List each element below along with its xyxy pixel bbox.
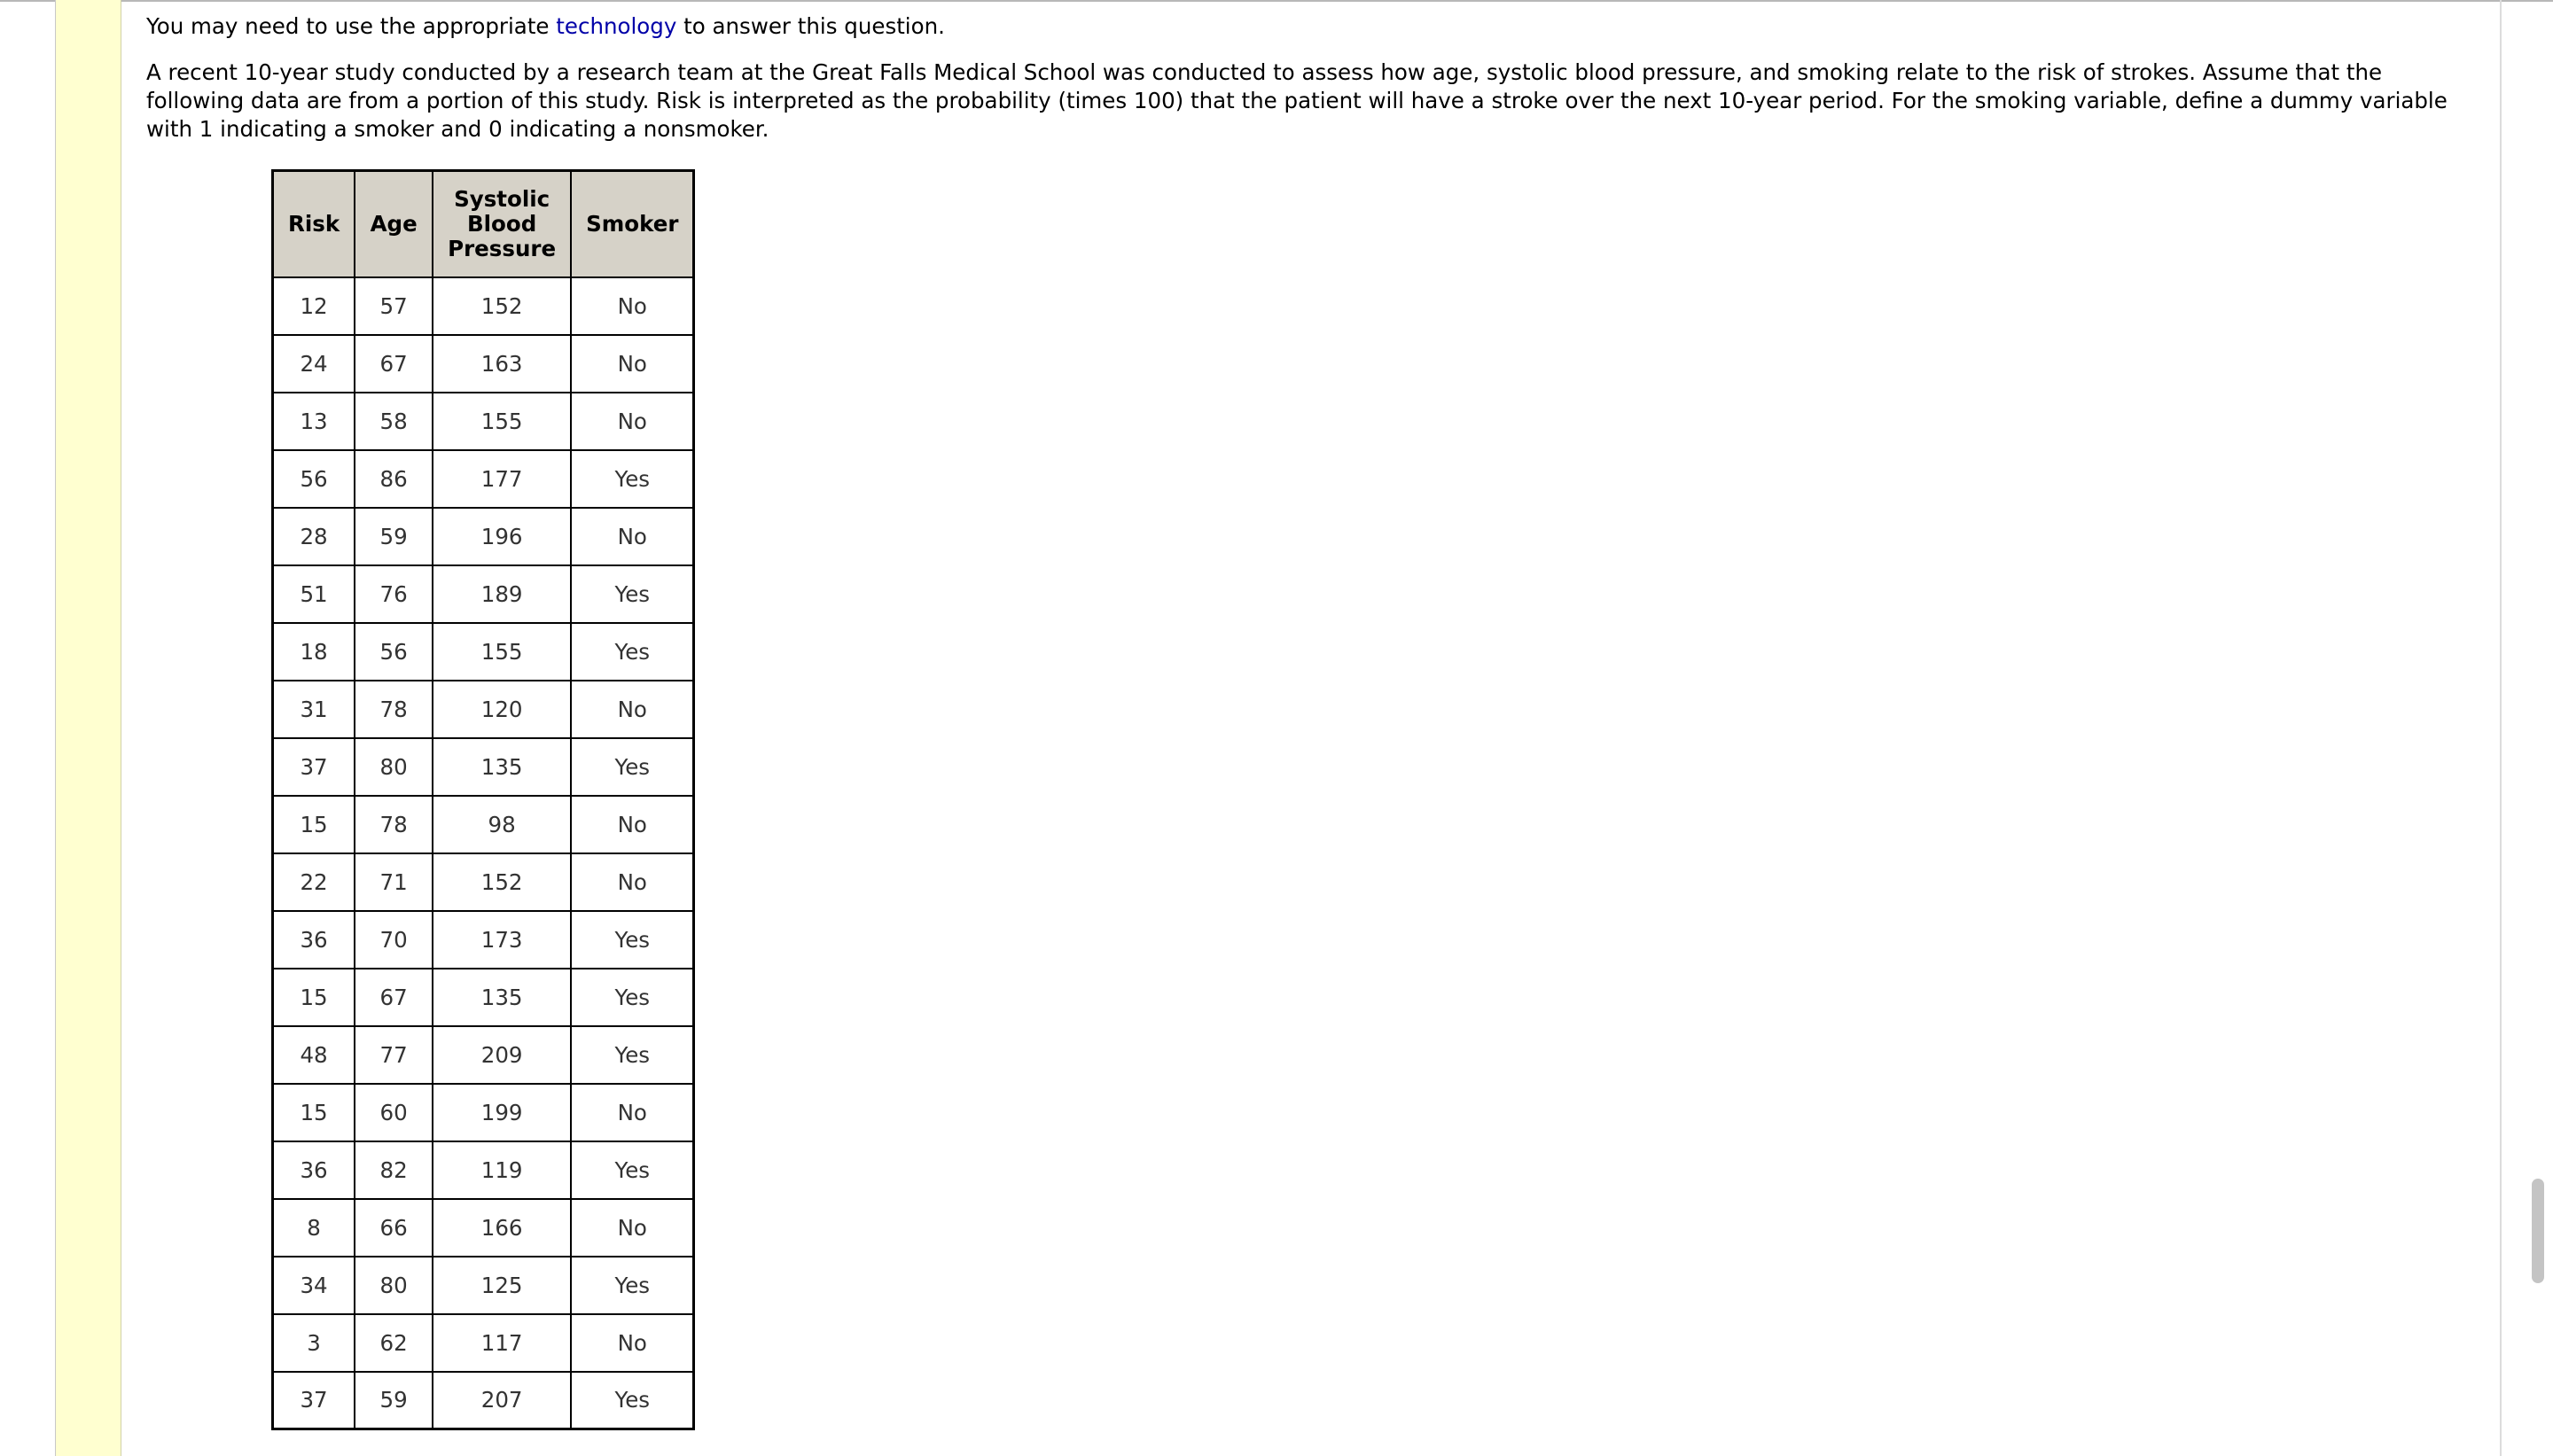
table-row [273,1372,694,1429]
cell-smoker: Yes [571,1141,694,1199]
cell-smoker: No [571,277,694,335]
cell-risk: 12 [273,277,355,335]
cell-age: 77 [355,1026,433,1084]
cell-smoker: Yes [571,911,694,969]
cell-smoker: Yes [571,738,694,796]
table-row [273,1084,694,1141]
cell-systolic-blood-pressure: 189 [433,565,571,623]
table-row [273,277,694,335]
cell-risk: 34 [273,1257,355,1314]
cell-systolic-blood-pressure: 135 [433,738,571,796]
cell-age: 70 [355,911,433,969]
question-content [146,12,2460,144]
cell-risk: 31 [273,681,355,738]
cell-risk: 3 [273,1314,355,1372]
table-row [273,1141,694,1199]
cell-risk: 36 [273,911,355,969]
cell-risk: 8 [273,1199,355,1257]
cell-smoker: Yes [571,1257,694,1314]
cell-systolic-blood-pressure: 98 [433,796,571,853]
cell-risk: 56 [273,450,355,508]
cell-risk: 36 [273,1141,355,1199]
cell-systolic-blood-pressure: 152 [433,853,571,911]
stroke-risk-table [271,169,695,1430]
cell-systolic-blood-pressure: 155 [433,393,571,450]
cell-smoker: Yes [571,1026,694,1084]
cell-smoker: No [571,1314,694,1372]
cell-systolic-blood-pressure: 209 [433,1026,571,1084]
header-systolic-blood-pressure [433,171,571,277]
cell-risk: 18 [273,623,355,681]
cell-risk: 24 [273,335,355,393]
cell-systolic-blood-pressure: 163 [433,335,571,393]
cell-smoker: Yes [571,623,694,681]
problem-statement: A recent 10-year study conducted by a research team at the Great Falls Medical School was conducted to assess how age, systolic blood pressure, and smoking relate to the risk of strokes. Assume that the following data are from a portion of this study. Risk is interpreted as the probability (times 100) that the patient will have a stroke over the next 10-year period. For the smoking variable, define a dummy variable with 1 indicating a smoker and 0 indicating a nonsmoker. [146,59,2448,142]
cell-smoker: No [571,1084,694,1141]
cell-smoker: Yes [571,450,694,508]
table-row [273,911,694,969]
cell-smoker: Yes [571,1372,694,1429]
cell-smoker: No [571,1199,694,1257]
table-row [273,508,694,565]
table-row [273,450,694,508]
cell-age: 78 [355,681,433,738]
table-row [273,1199,694,1257]
cell-risk: 22 [273,853,355,911]
cell-systolic-blood-pressure: 117 [433,1314,571,1372]
cell-smoker: No [571,335,694,393]
cell-systolic-blood-pressure: 207 [433,1372,571,1429]
table-row [273,738,694,796]
cell-risk: 48 [273,1026,355,1084]
cell-risk: 37 [273,738,355,796]
table-header-row [273,171,694,277]
cell-risk: 15 [273,796,355,853]
cell-age: 59 [355,508,433,565]
right-divider [2500,0,2502,1456]
header-age: Age [355,171,433,277]
cell-age: 56 [355,623,433,681]
cell-smoker: No [571,681,694,738]
cell-risk: 15 [273,969,355,1026]
data-table-container [271,169,695,1430]
cell-age: 71 [355,853,433,911]
cell-age: 60 [355,1084,433,1141]
table-row [273,969,694,1026]
left-margin-strip [56,0,121,1456]
cell-risk: 15 [273,1084,355,1141]
technology-link[interactable]: technology [556,13,677,39]
cell-age: 76 [355,565,433,623]
cell-age: 82 [355,1141,433,1199]
table-row [273,681,694,738]
cell-systolic-blood-pressure: 196 [433,508,571,565]
table-row [273,796,694,853]
cell-age: 58 [355,393,433,450]
cell-age: 80 [355,738,433,796]
intro-prefix: You may need to use the appropriate [146,13,557,39]
table-row [273,1026,694,1084]
cell-age: 67 [355,335,433,393]
cell-smoker: Yes [571,565,694,623]
table-body [273,277,694,1429]
cell-systolic-blood-pressure: 120 [433,681,571,738]
cell-age: 62 [355,1314,433,1372]
cell-systolic-blood-pressure: 125 [433,1257,571,1314]
cell-age: 78 [355,796,433,853]
header-sbp-line1: Systolic [454,185,550,212]
cell-risk: 37 [273,1372,355,1429]
cell-risk: 51 [273,565,355,623]
table-row [273,623,694,681]
cell-age: 67 [355,969,433,1026]
cell-age: 57 [355,277,433,335]
table-row [273,853,694,911]
header-risk: Risk [273,171,355,277]
cell-systolic-blood-pressure: 199 [433,1084,571,1141]
cell-smoker: No [571,796,694,853]
cell-systolic-blood-pressure: 119 [433,1141,571,1199]
cell-smoker: No [571,853,694,911]
cell-risk: 28 [273,508,355,565]
cell-systolic-blood-pressure: 152 [433,277,571,335]
top-border [0,0,2553,2]
cell-age: 59 [355,1372,433,1429]
header-sbp-line3: Pressure [448,235,557,261]
cell-age: 80 [355,1257,433,1314]
cell-smoker: Yes [571,969,694,1026]
cell-smoker: No [571,508,694,565]
cell-systolic-blood-pressure: 166 [433,1199,571,1257]
cell-age: 86 [355,450,433,508]
cell-age: 66 [355,1199,433,1257]
cell-systolic-blood-pressure: 173 [433,911,571,969]
table-row [273,335,694,393]
header-smoker: Smoker [571,171,694,277]
cell-systolic-blood-pressure: 177 [433,450,571,508]
cell-systolic-blood-pressure: 135 [433,969,571,1026]
header-sbp-line2: Blood [466,210,537,237]
cell-risk: 13 [273,393,355,450]
table-row [273,1257,694,1314]
cell-systolic-blood-pressure: 155 [433,623,571,681]
scrollbar-thumb[interactable] [2532,1179,2544,1283]
intro-suffix: to answer this question. [676,13,945,39]
table-row [273,393,694,450]
table-row [273,565,694,623]
table-row [273,1314,694,1372]
cell-smoker: No [571,393,694,450]
technology-note [146,12,2460,41]
